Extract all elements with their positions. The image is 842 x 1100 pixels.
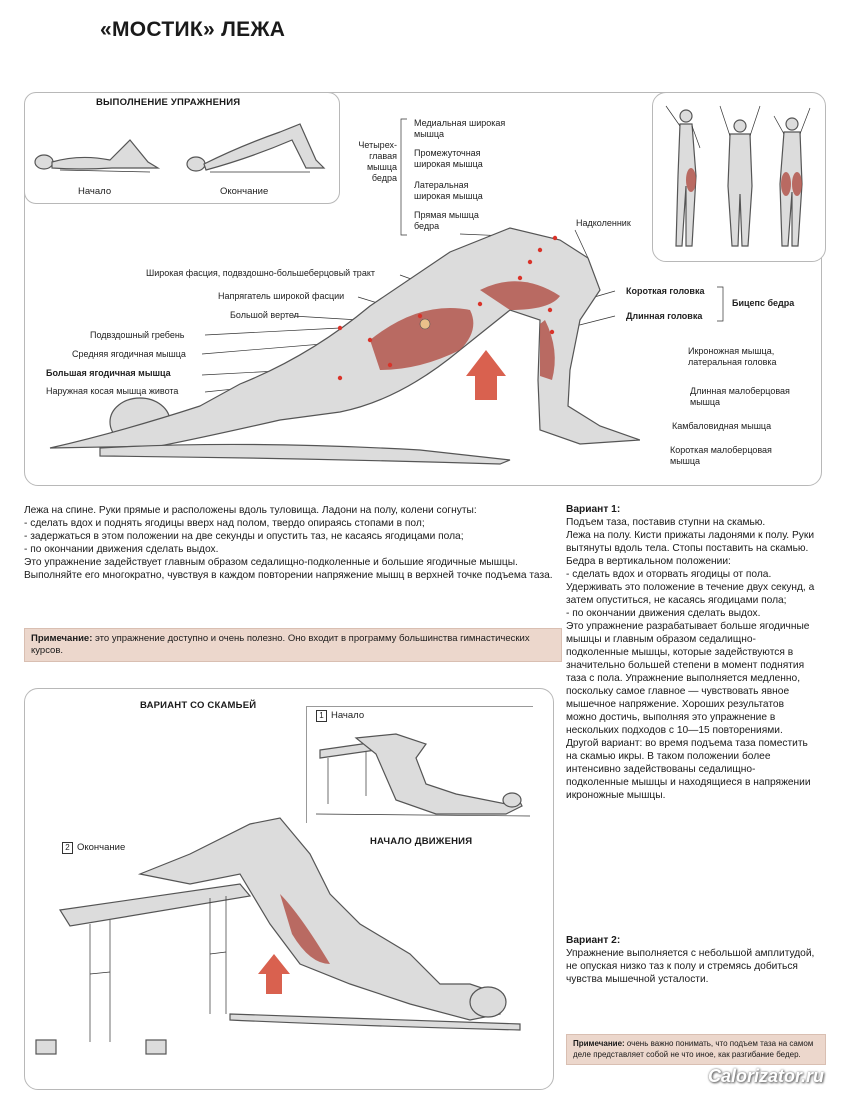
step2-number: 2 [62,842,73,854]
label-quad-group: Четырех- главая мышца бедра [358,140,397,183]
bench-end-figure [30,814,530,1076]
execution-thumbnails [30,110,330,184]
variant1-line: Другой вариант: во время подъема таза поместить на скамью икры. В таком положении более интенсивно задействованы седалищно-подколенные мышцы и находящиеся в напряжении икроножные мышцы. [566,738,811,801]
instruction-step: - задержаться в этом положении на две секунды и опустить таз, не касаясь ягодицами пола; [24,531,464,542]
start-pose-figure [35,140,158,172]
label-peroneus-brevis: Короткая малоберцовая мышца [670,445,772,466]
instructions-para1: Это упражнение задействует главным образом седалищно-подколенные и большие ягодичные мышцы. [24,557,518,568]
label-external-oblique: Наружная косая мышца живота [46,386,179,396]
variant1-line: Подъем таза, поставив ступни на скамью. [566,517,766,528]
step1-label [316,710,364,722]
label-soleus: Камбаловидная мышца [672,421,772,431]
note2-text: очень важно понимать, что подъем таза на самом деле представляет собой не что иное, как разгибание бедер. [573,1039,814,1059]
label-fascia-lata: Широкая фасция, подвздошно-большеберцовый тракт [146,268,375,278]
variant1-line: Это упражнение разрабатывает больше ягодичные мышцы и главным образом седалищно-подколенные мышцы, которые задействуются в значительно большей степени в момент поднятия таза с пола. Упражнение выполняется медленно, поскольку самое главное — чувствовать явное мышечное напряжение. Хороших результатов можно достичь, выполняя это упражнение в нескольких подходов с 10—15 повторениями. [566,621,810,736]
biceps-bracket [716,284,726,324]
start-movement-caption: НАЧАЛО ДВИЖЕНИЯ [370,836,473,847]
label-rectus-femoris: Прямая мышца бедра [414,210,479,231]
label-gluteus-medius: Средняя ягодичная мышца [72,349,186,359]
label-iliac-crest: Подвздошный гребень [90,330,185,340]
label-peroneus-longus: Длинная малоберцовая мышца [690,386,790,407]
label-gastrocnemius: Икроножная мышца, латеральная головка [688,346,777,367]
up-arrow-icon [466,350,506,400]
variant2-text: Упражнение выполняется с небольшой амплитудой, не опуская низко таз к полу и стремясь добиться чувства мышечной усталости. [566,948,815,985]
label-short-head: Короткая головка [626,286,705,296]
variant1-heading: Вариант 1: [566,504,621,515]
start-label: Начало [78,186,112,197]
page-title: «МОСТИК» ЛЕЖА [100,18,286,41]
anatomy-figure-side-right [774,108,810,246]
bench-header: ВАРИАНТ СО СКАМЬЕЙ [140,700,257,711]
instructions [24,504,556,582]
anatomy-figure-side-left [666,106,700,246]
variant1-line: - по окончании движения сделать выдох. [566,608,761,619]
anatomy-figures [656,96,820,256]
note-box-1 [24,628,562,662]
bench-up-arrow-icon [258,954,290,994]
variant2-section [566,934,816,986]
label-tensor-fasciae: Напрягатель широкой фасции [218,291,345,301]
variant1-line: - сделать вдох и оторвать ягодицы от пола. Удерживать это положение в течение двух секунд, а затем опуститься, не касаясь ягодицами пола; [566,569,815,606]
anatomy-figure-back [720,106,760,246]
variant1-section [566,503,816,802]
label-kneecap: Надколенник [576,218,631,228]
execution-header: ВЫПОЛНЕНИЕ УПРАЖНЕНИЯ [96,97,241,108]
note2-label: Примечание: [573,1039,625,1048]
label-gluteus-maximus: Большая ягодичная мышца [46,368,171,378]
bench-start-figure [316,724,530,824]
watermark: Calorizator.ru [707,1066,824,1086]
instruction-step: - сделать вдох и поднять ягодицы вверх над полом, твердо опираясь стопами в пол; [24,518,425,529]
note-box-2 [566,1034,826,1065]
note1-label: Примечание: [31,633,93,644]
label-vastus-lateralis: Латеральная широкая мышца [414,180,483,201]
step2-text: Окончание [77,842,126,853]
variant1-line: Лежа на полу. Кисти прижаты ладонями к полу. Руки вытянуты вдоль тела. Стопы поставить на скамью. Бедра в вертикальном положении: [566,530,815,567]
step1-number: 1 [316,710,327,722]
end-label: Окончание [220,186,269,197]
end-pose-figure [187,124,324,172]
note1-text: это упражнение доступно и очень полезно. Оно входит в программу большинства гимнастических курсов. [31,633,530,656]
instruction-step: - по окончании движения сделать выдох. [24,544,219,555]
label-long-head: Длинная головка [626,311,703,321]
label-vastus-medialis: Медиальная широкая мышца [414,118,506,139]
step1-text: Начало [331,710,365,721]
instructions-para2: Выполняйте его многократно, чувствуя в каждом повторении напряжение мышц в верхней точке подъема таза. [24,570,553,581]
variant2-heading: Вариант 2: [566,935,621,946]
instructions-intro: Лежа на спине. Руки прямые и расположены вдоль туловища. Ладони на полу, колени согнуты: [24,505,477,516]
label-biceps-femoris: Бицепс бедра [732,298,795,308]
quad-bracket [400,118,408,236]
label-vastus-intermedius: Промежуточная широкая мышца [414,148,483,169]
label-greater-trochanter: Большой вертел [230,310,299,320]
